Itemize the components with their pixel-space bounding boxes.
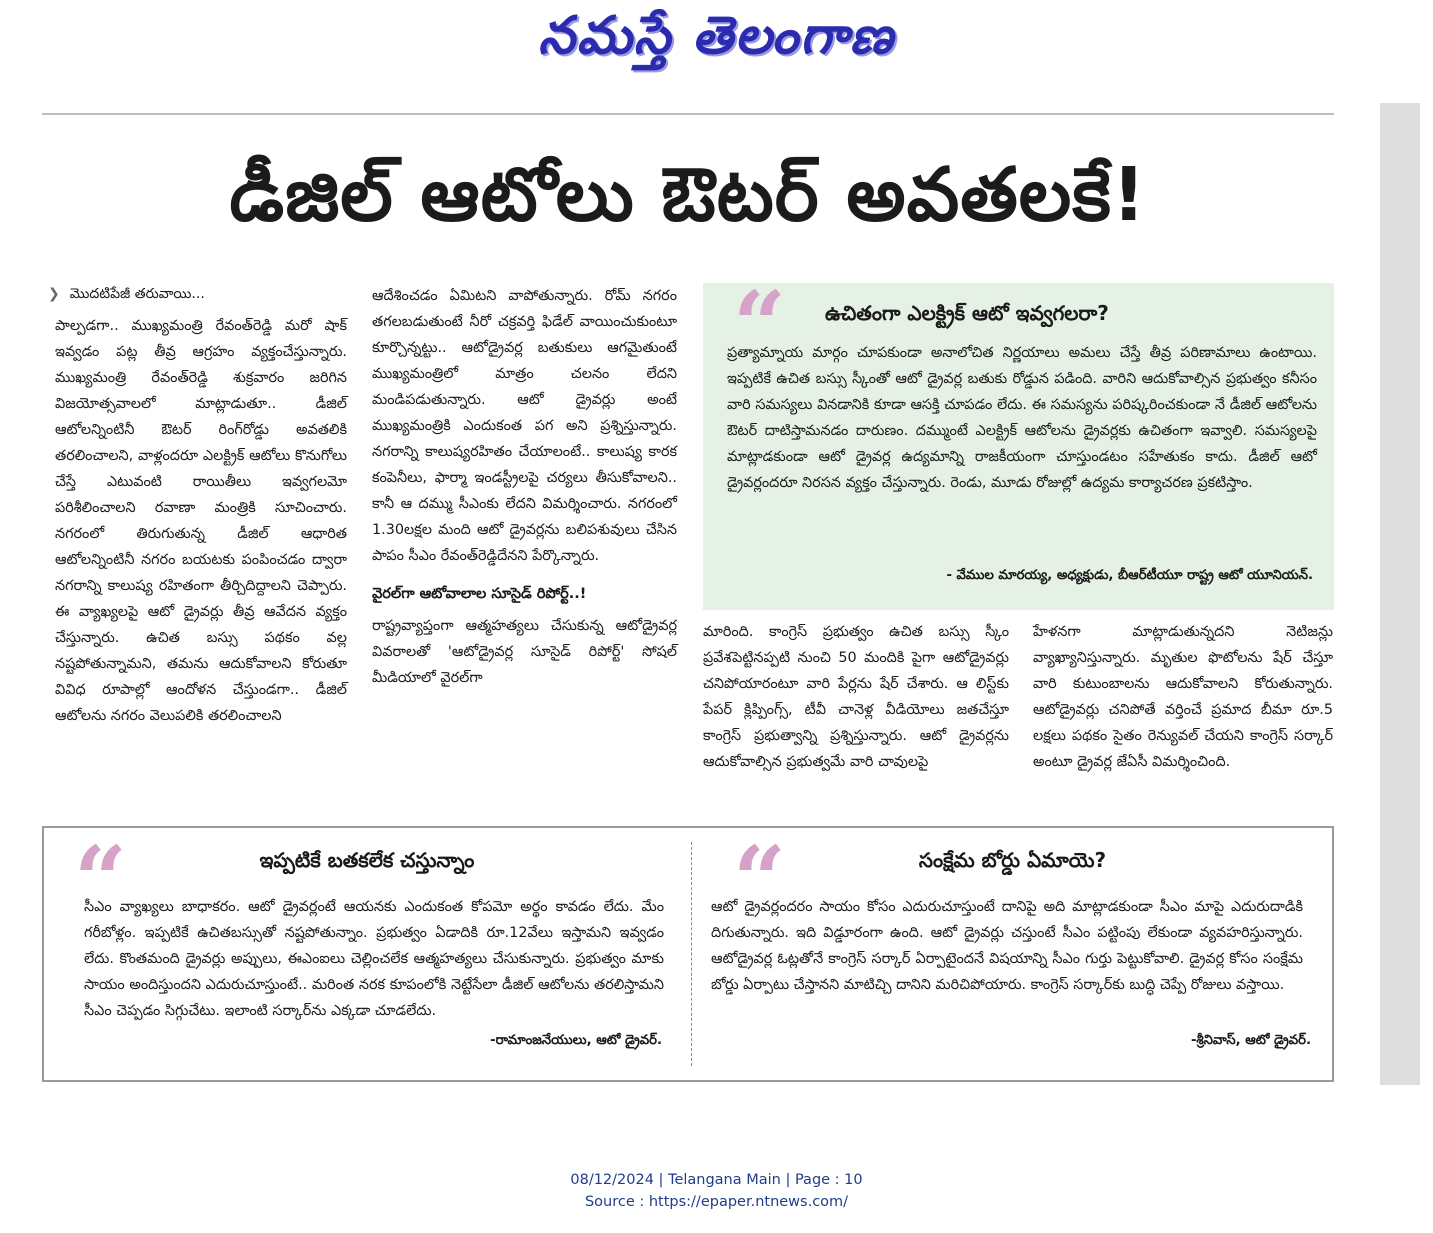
continued-label — [48, 283, 348, 305]
electric-box-byline: - వేముల మారయ్య, అధ్యక్షుడు, బీఆర్‌టీయూ రాష్ట్ర ఆటో యూనియన్. — [946, 568, 1313, 583]
electric-box-title: ఉచితంగా ఎలక్ట్రిక్ ఆటో ఇవ్వగలరా? — [825, 301, 1109, 325]
column-4-text: హేళనగా మాట్లాడుతున్నదని నెటిజన్లు వ్యాఖ్యానిస్తున్నారు. మృతుల ఫొటోలను షేర్ చేస్తూ వారి కుటుంబాలను ఆదుకోవాలని కోరుతున్నారు. ఆటోడ్రైవర్లు చనిపోతే వర్తించే ప్రమాద బీమా రూ.5 లక్షలు పథకం సైతం రెన్యువల్ చేయని కాంగ్రెస్ సర్కార్ అంటూ డ్రైవర్ల జేఏసీ విమర్శించింది. — [1033, 624, 1333, 770]
quote-right-title: సంక్షేమ బోర్డు ఏమాయె? — [918, 848, 1107, 872]
continued-text: మొదటిపేజీ తరువాయి... — [69, 286, 205, 302]
quote-mark-icon: “ — [74, 826, 127, 934]
electric-auto-quote-box — [703, 271, 1334, 610]
column-1-text: పాల్పడగా.. ముఖ్యమంత్రి రేవంత్‌రెడ్డి మరో షాక్ ఇవ్వడం పట్ల తీవ్ర ఆగ్రహం వ్యక్తంచేస్తున్నారు. ముఖ్యమంత్రి రేవంత్‌రెడ్డి శుక్రవారం జరిగిన విజయోత్సవాలలో మాట్లాడుతూ.. డీజిల్ ఆటోలన్నింటినీ ఔటర్ రింగ్‌రోడ్డు అవతలికి తరలించాలని, వాళ్లందరూ ఎలక్ట్రిక్ ఆటోలు కొనుగోలు చేస్తే ఎటువంటి రాయితీలు ఇవ్వగలమో పరిశీలించాలని రవాణా మంత్రికి సూచించారు. నగరంలో తిరుగుతున్న డీజిల్ ఆధారిత ఆటోలన్నింటినీ నగరం బయటకు పంపించడం ద్వారా నగరాన్ని కాలుష్య రహితంగా తీర్చిదిద్దాలని చెప్పారు. ఈ వ్యాఖ్యలపై ఆటో డ్రైవర్లు తీవ్ర ఆవేదన వ్యక్తం చేస్తున్నారు. ఉచిత బస్సు పథకం వల్ల నష్టపోతున్నామని, తమను ఆదుకోవాలని కోరుతూ వివిధ రూపాల్లో ఆందోళన చేస్తుండగా.. డీజిల్ ఆటోలను నగరం వెలుపలికి తరలించాలని — [55, 318, 347, 724]
column-3-text: మారింది. కాంగ్రెస్ ప్రభుత్వం ఉచిత బస్సు స్కీం ప్రవేశపెట్టినప్పటి నుంచి 50 మందికి పైగా ఆటోడ్రైవర్లు చనిపోయారంటూ వారి పేర్లను షేర్ చేశారు. ఆ లిస్ట్‌కు పేపర్ క్లిప్పింగ్స్, టీవీ చానెళ్ల వీడియోలు జతచేస్తూ కాంగ్రెస్ ప్రభుత్వాన్ని ప్రశ్నిస్తున్నారు. ఆటో డ్రైవర్లను ఆదుకోవాల్సిన ప్రభుత్వమే వారి చావులపై — [703, 624, 1009, 770]
column-2-text: ఆదేశించడం ఏమిటని వాపోతున్నారు. రోమ్ నగరం తగలబడుతుంటే నీరో చక్రవర్తి ఫిడేల్ వాయించుకుంటూ కూర్చొన్నట్టు.. ఆటోడ్రైవర్ల బతుకులు ఆగమైతుంటే ముఖ్యమంత్రిలో మాత్రం చలనం లేదని మండిపడుతున్నారు. ఆటో డ్రైవర్లు అంటే ముఖ్యమంత్రికి ఎందుకంత పగ అని ప్రశ్నిస్తున్నారు. నగరాన్ని కాలుష్యరహితం చేయాలంటే.. కాలుష్య కారక కంపెనీలు, ఫార్మా ఇండస్ట్రీలపై చర్యలు తీసుకోవాలని.. కానీ ఆ దమ్ము సీఎంకు లేదని విమర్శించారు. నగరంలో 1.30లక్షల మంది ఆటో డ్రైవర్లను బలిపశువులు చేసిన పాపం సీఎం రేవంత్‌రెడ్డిదేనని పేర్కొన్నారు. — [372, 288, 677, 564]
quote-left-byline: -రామాంజనేయులు, ఆటో డ్రైవర్. — [490, 1033, 662, 1048]
scrollbar[interactable] — [1380, 103, 1420, 1085]
electric-box-body: ప్రత్యామ్నాయ మార్గం చూపకుండా అనాలోచిత నిర్ణయాలు అమలు చేస్తే తీవ్ర పరిణామాలు ఉంటాయి. ఇప్పటికే ఉచిత బస్సు స్కీంతో ఆటో డ్రైవర్ల బతుకు రోడ్డున పడింది. వారిని ఆదుకోవాల్సిన ప్రభుత్వం కనీసం వారి సమస్యలు వినడానికి కూడా ఆసక్తి చూపడం లేదు. ఈ సమస్యను పరిష్కరించకుండా నే డీజిల్ ఆటోలను ఔటర్ దాటిస్తామనడం దారుణం. దమ్ముంటే ఎలక్ట్రిక్ ఆటోలను డ్రైవర్లకు ఉచితంగా ఇవ్వాలి. సమస్యలపై మాట్లాడకుండా ఆటో డ్రైవర్ల ఉద్యమాన్ని రాజకీయంగా చూస్తుండటం సహేతుకం కాదు. డీజిల్ ఆటో డ్రైవర్లందరూ నిరసన వ్యక్తం చేస్తున్నారు. రెండు, మూడు రోజుల్లో ఉద్యమ కార్యాచరణ ప్రకటిస్తాం. — [727, 345, 1317, 491]
quote-mark-icon: “ — [733, 826, 786, 934]
quote-mark-icon: “ — [733, 271, 786, 379]
chevron-right-icon: ❯ — [48, 286, 60, 302]
article-column-4 — [1033, 619, 1333, 775]
headline: డీజిల్ ఆటోలు ఔటర్ అవతలకే! — [229, 152, 1147, 238]
footer-date-page: 08/12/2024 | Telangana Main | Page : 10 — [570, 1172, 863, 1188]
article-column-1 — [55, 313, 347, 729]
quote-right-byline: -శ్రీనివాస్, ఆటో డ్రైవర్. — [1190, 1033, 1311, 1048]
article-column-3 — [703, 619, 1009, 775]
quote-left — [44, 828, 690, 1080]
subheading-viral: వైరల్‌గా ఆటోవాలాల సూసైడ్ రిపోర్ట్..! — [372, 586, 587, 602]
footer-source: Source : https://epaper.ntnews.com/ — [584, 1194, 849, 1210]
masthead-rule — [42, 113, 1334, 115]
quote-right — [693, 828, 1332, 1080]
article-column-2 — [372, 283, 677, 691]
quote-left-body: సీఎం వ్యాఖ్యలు బాధాకరం. ఆటో డ్రైవర్లంటే ఆయనకు ఎందుకంత కోపమో అర్థం కావడం లేదు. మేం గరీబోళ్లం. ఇప్పటికే ఉచితబస్సుతో నష్టపోతున్నాం. ప్రభుత్వం ఏడాదికి రూ.12వేలు ఇస్తామని ఇవ్వడం లేదు. కొంతమంది డ్రైవర్లు అప్పులు, ఈఎంఐలు చెల్లించలేక ఆత్మహత్యలు చేసుకున్నారు. ప్రభుత్వం మాకు సాయం అందిస్తుందని ఎదురుచూస్తుంటే.. మరింత నరక కూపంలోకి నెట్టేసేలా డీజిల్ ఆటోలను తరలిస్తామని సీఎం చెప్పడం సిగ్గుచేటు. ఇలాంటి సర్కార్‌ను ఎక్కడా చూడలేదు. — [84, 899, 664, 1019]
quote-right-body: ఆటో డ్రైవర్లందరం సాయం కోసం ఎదురుచూస్తుంటే దానిపై అది మాట్లాడకుండా సీఎం మాపై ఎదురుదాడికి దిగుతున్నారు. ఇది విడ్డూరంగా ఉంది. ఆటో డ్రైవర్లు చస్తుంటే సీఎం పట్టింపు లేకుండా వ్యవహరిస్తున్నారు. ఆటోడ్రైవర్ల ఓట్లతోనే కాంగ్రెస్ సర్కార్ ఏర్పాటైందనే విషయాన్ని సీఎం గుర్తు పెట్టుకోవాలి. డ్రైవర్ల కోసం సంక్షేమ బోర్డు ఏర్పాటు చేస్తానని మాటిచ్చి దానిని మరిచిపోయారు. కాంగ్రెస్ సర్కార్‌కు బుద్ధి చెప్పే రోజులు వస్తాయి. — [711, 899, 1303, 993]
column-2-text-2: రాష్ట్రవ్యాప్తంగా ఆత్మహత్యలు చేసుకున్న ఆటోడ్రైవర్ల వివరాలతో 'ఆటోడ్రైవర్ల సూసైడ్ రిపోర్ట్' సోషల్ మీడియాలో వైరల్‌గా — [372, 618, 677, 686]
quote-left-title: ఇప్పటికే బతకలేక చస్తున్నాం — [259, 848, 475, 872]
masthead-logo: నమస్తే తెలంగాణ — [538, 6, 895, 66]
